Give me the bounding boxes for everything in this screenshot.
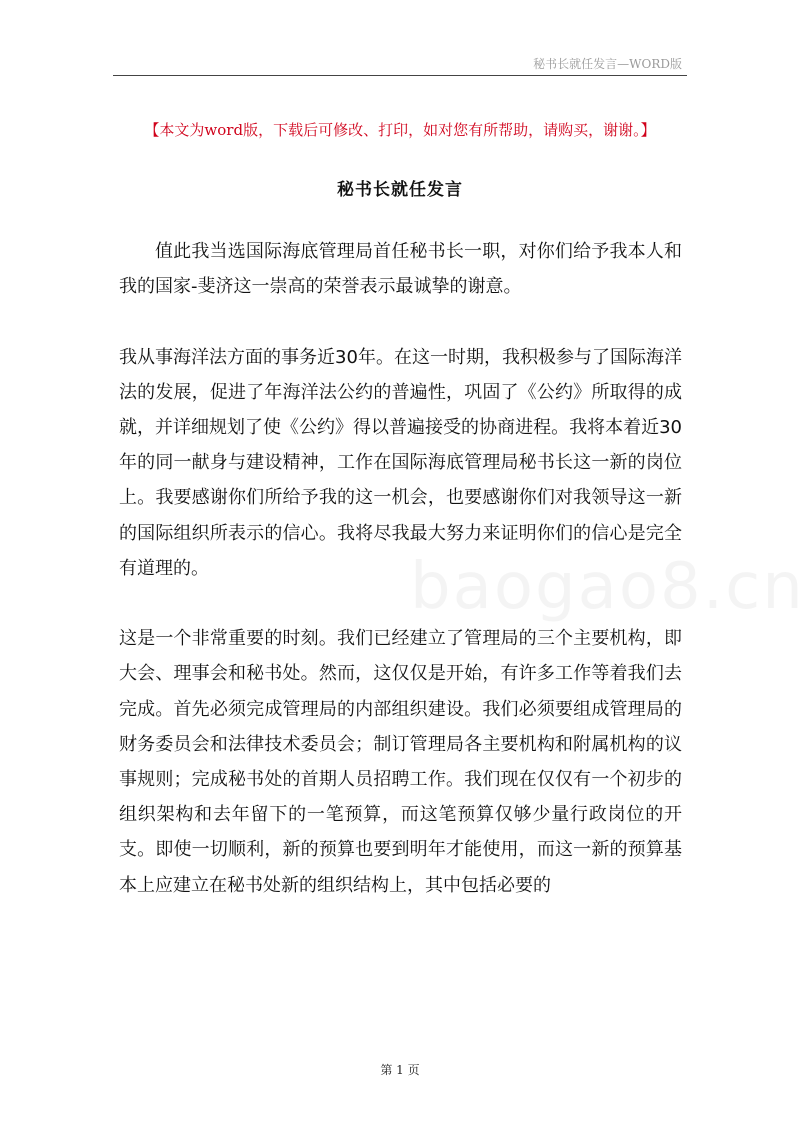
page-number: 第 1 页 — [380, 1063, 420, 1077]
purchase-notice: 【本文为word版，下载后可修改、打印，如对您有所帮助，请购买，谢谢。】 — [144, 121, 656, 139]
paragraph: 这是一个非常重要的时刻。我们已经建立了管理局的三个主要机构，即大会、理事会和秘书处。然而，这仅仅是开始，有许多工作等着我们去完成。首先必须完成管理局的内部组织建设。我们必须要组成管理局的财务委员会和法律技术委员会；制订管理局各主要机构和附属机构的议事规则；完成秘书处的首期人员招聘工作。我们现在仅仅有一个初步的组织架构和去年留下的一笔预算，而这笔预算仅够少量行政岗位的开支。即使一切顺利，新的预算也要到明年才能使用，而这一新的预算基本上应建立在秘书处新的组织结构上，其中包括必要的 — [119, 628, 682, 896]
header-divider — [113, 75, 687, 76]
document-body — [119, 234, 682, 903]
paragraph-spacer — [119, 586, 682, 621]
paragraph: 我从事海洋法方面的事务近30年。在这一时期，我积极参与了国际海洋法的发展，促进了年海洋法公约的普遍性，巩固了《公约》所取得的成就，并详细规划了使《公约》得以普遍接受的协商进程。我将本着近30年的同一献身与建设精神，工作在国际海底管理局秘书长这一新的岗位上。我要感谢你们所给予我的这一机会，也要感谢你们对我领导这一新的国际组织所表示的信心。我将尽我最大努力来证明你们的信心是完全有道理的。 — [119, 346, 682, 579]
document-title: 秘书长就任发言 — [337, 180, 463, 200]
running-header: 秘书长就任发言—WORD版 — [533, 57, 682, 71]
paragraph-spacer — [119, 304, 682, 339]
paragraph: 值此我当选国际海底管理局首任秘书长一职，对你们给予我本人和我的国家-斐济这一崇高的荣誉表示最诚挚的谢意。 — [119, 241, 682, 298]
